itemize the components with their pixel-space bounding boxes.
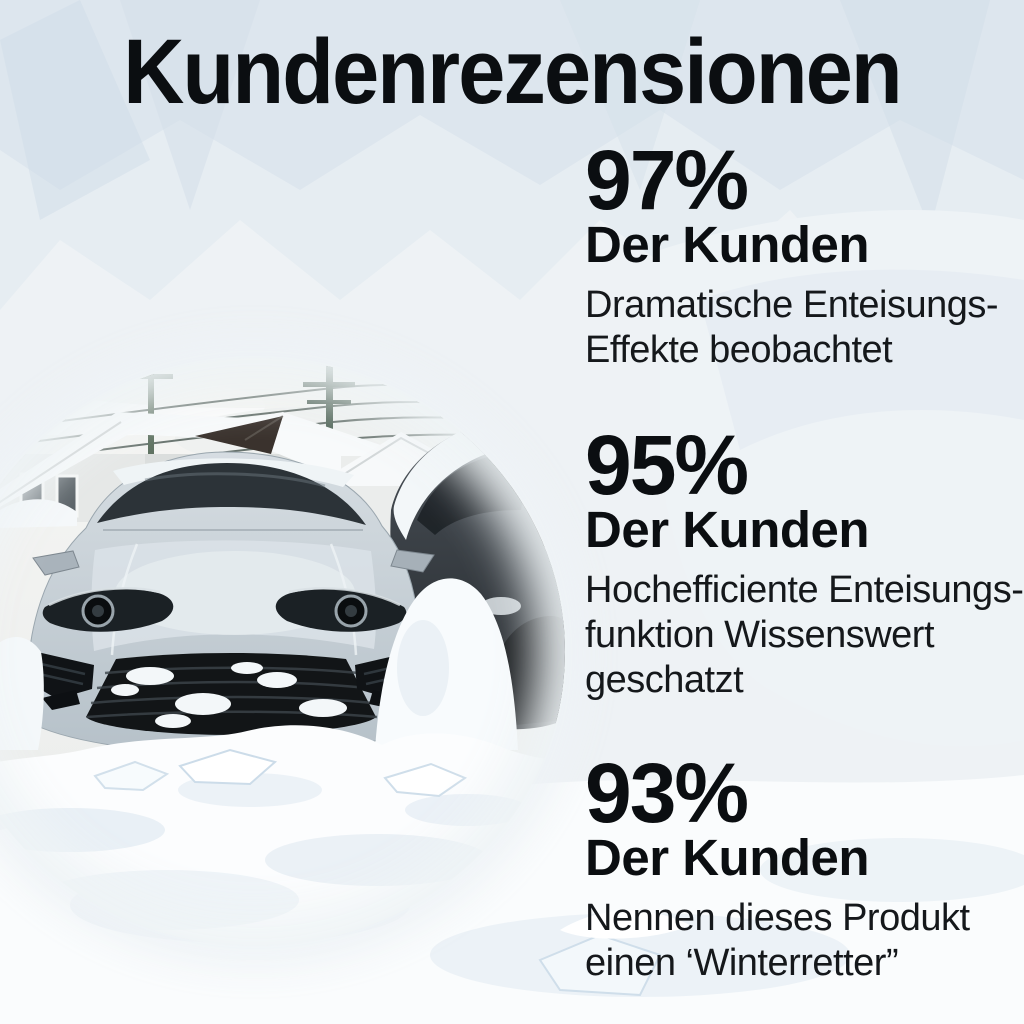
page-title: Kundenrezensionen — [123, 21, 901, 123]
stat-label: Der Kunden — [585, 829, 870, 886]
stat-label: Der Kunden — [585, 501, 870, 558]
stat-description-line: Effekte beobachtet — [585, 329, 893, 371]
stat-description-line: geschatzt — [585, 659, 744, 701]
stat-description-line: Nennen dieses Produkt — [585, 897, 970, 939]
stat-label: Der Kunden — [585, 216, 870, 273]
stat-description-line: einen ‘Winterretter” — [585, 942, 899, 984]
stat-block-95 — [585, 418, 1024, 703]
stat-block-97 — [585, 133, 1024, 373]
stat-description-line: Dramatische Enteisungs- — [585, 284, 999, 326]
stat-block-93 — [585, 746, 1024, 986]
stat-percent: 97% — [585, 133, 748, 227]
stat-description — [585, 896, 1024, 986]
stat-description-line: funktion Wissenswert — [585, 614, 935, 656]
stat-percent: 95% — [585, 418, 748, 512]
stat-description — [585, 283, 1024, 373]
stat-description-line: Hochefficiente Enteisungs- — [585, 569, 1024, 611]
stat-description — [585, 568, 1024, 703]
stat-percent: 93% — [585, 746, 748, 840]
